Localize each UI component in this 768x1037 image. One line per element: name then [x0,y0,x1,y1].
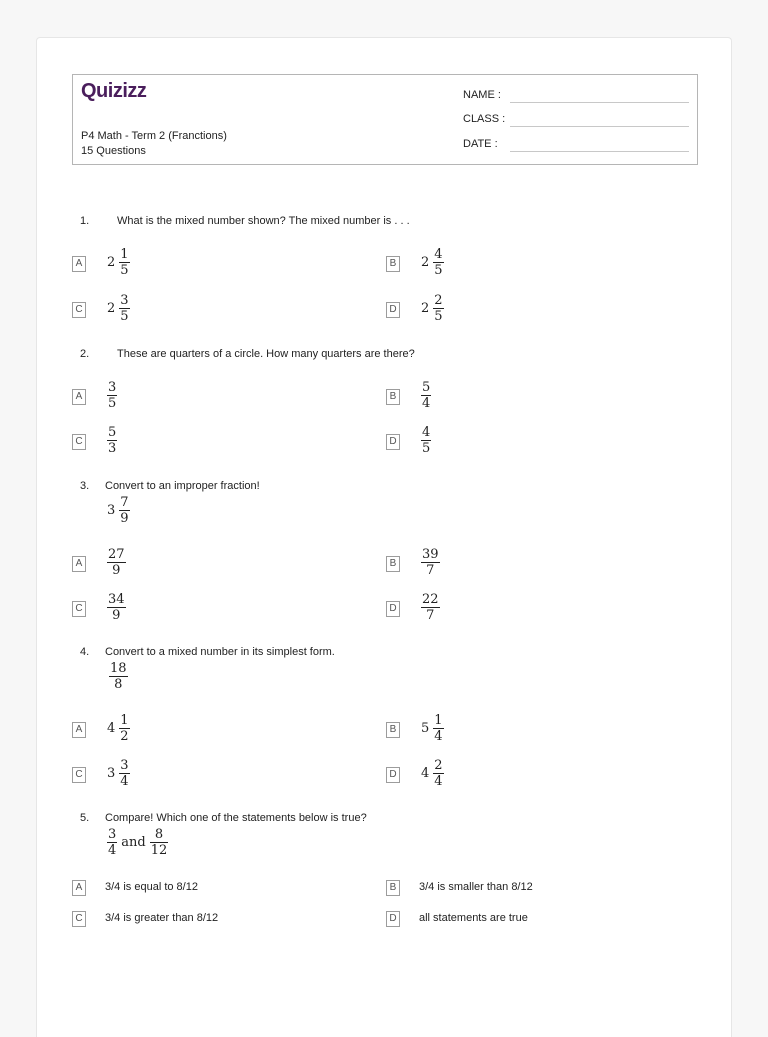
fraction [119,293,129,324]
option-letter-b[interactable]: B [386,722,400,738]
option-letter-b[interactable]: B [386,389,400,405]
option-b-answer[interactable] [421,713,444,744]
question-text: Convert to an improper fraction! [105,480,260,492]
numerator: 1 [120,247,129,262]
fraction [107,592,126,623]
question-number: 4. [80,646,90,658]
denominator: 9 [107,607,126,623]
date-field[interactable] [463,138,498,150]
numerator: 22 [422,592,439,607]
whole-number: 4 [107,721,116,736]
option-letter-a[interactable]: A [72,880,86,896]
option-c-answer[interactable]: 3/4 is greater than 8/12 [105,912,219,924]
option-letter-c[interactable]: C [72,911,86,927]
whole-number: 5 [421,721,430,736]
option-c-answer[interactable] [107,293,130,324]
name-line [510,102,689,103]
denominator: 5 [108,396,117,411]
option-a-answer[interactable] [107,547,126,578]
option-c-answer[interactable] [107,758,130,789]
name-field[interactable] [463,89,501,101]
option-letter-d[interactable]: D [386,911,400,927]
class-line [510,126,689,127]
numerator: 5 [422,380,431,395]
denominator: 9 [120,511,129,526]
option-letter-b[interactable]: B [386,556,400,572]
question-5-expression [107,827,168,858]
fraction [421,547,440,578]
option-letter-b[interactable]: B [386,880,400,896]
option-letter-d[interactable]: D [386,767,400,783]
option-d-answer[interactable] [421,425,431,456]
whole-number: 3 [107,766,116,781]
conjunction: and [121,835,146,850]
numerator: 7 [120,495,129,510]
fraction [107,547,126,578]
option-letter-a[interactable]: A [72,722,86,738]
fraction [421,592,440,623]
question-text: What is the mixed number shown? The mixed number is . . . [117,215,410,227]
denominator: 5 [434,263,443,278]
denominator: 2 [120,729,129,744]
option-letter-d[interactable]: D [386,302,400,318]
date-label: DATE : [463,138,498,150]
option-letter-a[interactable]: A [72,389,86,405]
option-b-answer[interactable] [421,247,444,278]
option-letter-d[interactable]: D [386,434,400,450]
quiz-title: P4 Math - Term 2 (Franctions) [81,130,227,142]
question-number: 5. [80,812,90,824]
numerator: 5 [108,425,117,440]
fraction [107,425,117,456]
option-letter-b[interactable]: B [386,256,400,272]
fraction [107,827,117,858]
denominator: 12 [150,843,168,858]
denominator: 8 [109,676,128,692]
whole-number: 4 [421,766,430,781]
numerator: 4 [434,247,443,262]
denominator: 4 [108,843,117,858]
option-a-answer[interactable] [107,380,117,411]
numerator: 8 [154,827,164,842]
numerator: 2 [434,758,443,773]
denominator: 5 [120,263,129,278]
option-letter-c[interactable]: C [72,434,86,450]
denominator: 5 [120,309,129,324]
fraction [421,380,431,411]
numerator: 2 [434,293,443,308]
whole-number: 2 [107,255,116,270]
question-number: 1. [80,215,90,227]
question-3-expression [107,495,130,526]
numerator: 3 [108,380,117,395]
denominator: 4 [434,729,443,744]
option-a-answer[interactable] [107,247,130,278]
option-letter-c[interactable]: C [72,767,86,783]
denominator: 5 [434,309,443,324]
option-b-answer[interactable]: 3/4 is smaller than 8/12 [419,881,533,893]
option-c-answer[interactable] [107,425,117,456]
option-b-answer[interactable] [421,380,431,411]
denominator: 4 [422,396,431,411]
question-4-expression [109,661,128,692]
numerator: 39 [422,547,439,562]
option-letter-a[interactable]: A [72,556,86,572]
numerator: 1 [434,713,443,728]
numerator: 4 [422,425,431,440]
denominator: 4 [120,774,129,789]
class-label: CLASS : [463,113,506,125]
quizizz-logo: Quizizz [81,80,147,102]
fraction [433,293,443,324]
whole-number: 2 [421,301,430,316]
question-text: Convert to a mixed number in its simplest form. [105,646,335,658]
numerator: 34 [108,592,125,607]
option-a-answer[interactable]: 3/4 is equal to 8/12 [105,881,198,893]
whole-number: 2 [421,255,430,270]
option-a-answer[interactable] [107,713,130,744]
denominator: 4 [434,774,443,789]
fraction [119,758,129,789]
denominator: 7 [421,562,440,578]
whole-number: 3 [107,503,116,518]
question-count: 15 Questions [81,145,146,157]
fraction [119,495,129,526]
worksheet-header [72,74,698,165]
name-label: NAME : [463,89,501,101]
numerator: 3 [120,758,129,773]
class-field[interactable] [463,113,505,125]
fraction [109,661,128,692]
option-d-answer[interactable] [421,592,440,623]
fraction [421,425,431,456]
question-text: These are quarters of a circle. How many quarters are there? [117,348,415,360]
numerator: 27 [108,547,125,562]
numerator: 1 [120,713,129,728]
option-b-answer[interactable] [421,547,440,578]
option-letter-c[interactable]: C [72,302,86,318]
denominator: 9 [107,562,126,578]
fraction [433,713,443,744]
numerator: 3 [120,293,129,308]
numerator: 3 [108,827,117,842]
option-c-answer[interactable] [107,592,126,623]
fraction [150,827,169,858]
fraction [119,247,129,278]
fraction [433,247,443,278]
numerator: 18 [110,661,127,676]
whole-number: 2 [107,301,116,316]
option-d-answer[interactable]: all statements are true [419,912,528,924]
worksheet-page [36,37,732,1037]
option-d-answer[interactable] [421,758,444,789]
option-letter-c[interactable]: C [72,601,86,617]
denominator: 3 [108,441,117,456]
question-text: Compare! Which one of the statements below is true? [105,812,367,824]
question-number: 2. [80,348,90,360]
fraction [107,380,117,411]
option-d-answer[interactable] [421,293,444,324]
fraction [119,713,129,744]
denominator: 5 [422,441,431,456]
denominator: 7 [421,607,440,623]
option-letter-d[interactable]: D [386,601,400,617]
fraction [433,758,443,789]
date-line [510,151,689,152]
question-number: 3. [80,480,90,492]
option-letter-a[interactable]: A [72,256,86,272]
